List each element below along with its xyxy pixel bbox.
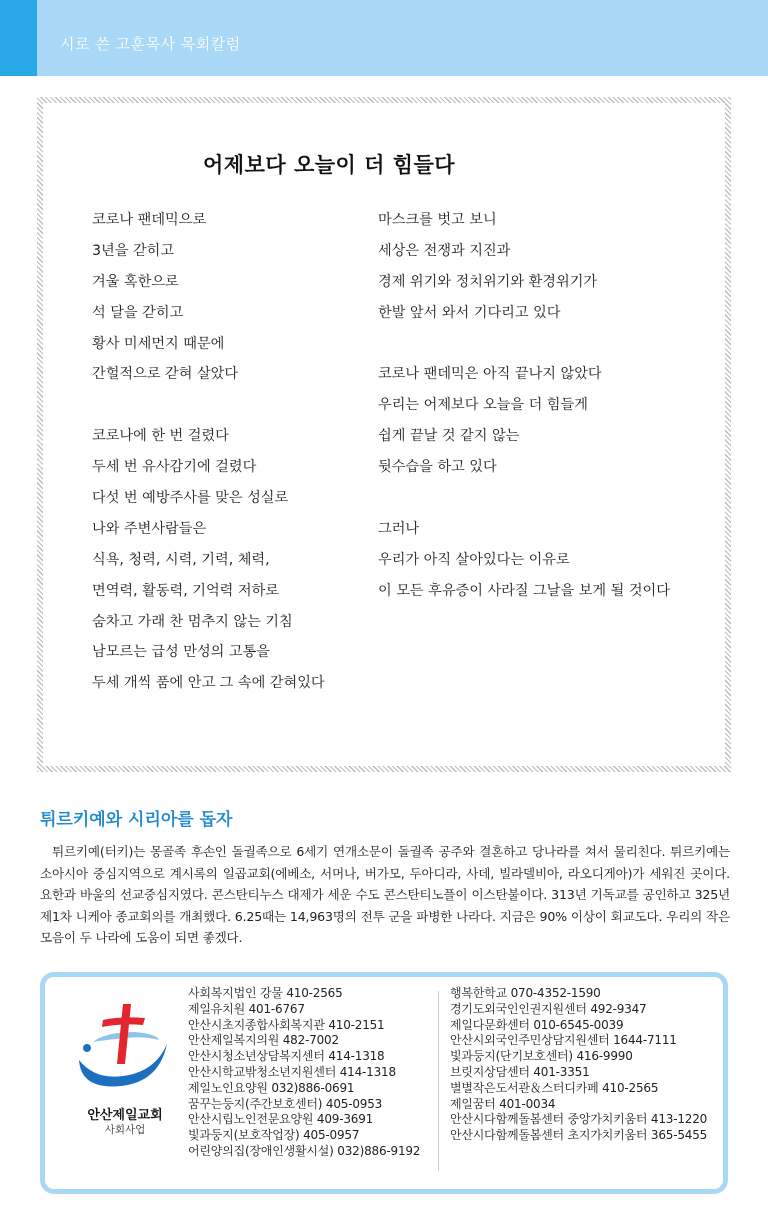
contact-line: 안산시립노인전문요양원 409-3691 xyxy=(188,1112,374,1127)
contact-line: 안산시학교밖청소년지원센터 414-1318 xyxy=(188,1064,396,1079)
contact-line: 안산시다함께돌봄센터 중앙가치키움터 413-1220 xyxy=(450,1112,708,1127)
poem-line: 그러나 xyxy=(378,520,420,537)
poem-line: 마스크를 벗고 보니 xyxy=(378,212,497,228)
contact-line: 경기도외국인인권지원센터 492-9347 xyxy=(450,1001,647,1016)
contact-line: 안산시외국인주민상담지원센터 1644-7111 xyxy=(450,1033,677,1048)
contact-line: 빛과둥지(단기보호센터) 416-9990 xyxy=(450,1049,633,1064)
poem-line: 뒷수습을 하고 있다 xyxy=(378,459,497,476)
contact-line: 안산시청소년상담복지센터 414-1318 xyxy=(188,1049,385,1064)
poem-line: 경제 위기와 정치위기와 환경위기가 xyxy=(378,273,598,290)
poem-line: 간헐적으로 갇혀 살았다 xyxy=(92,366,239,383)
church-department: 사회사업 xyxy=(104,1124,146,1136)
poem-line: 코로나에 한 번 걸렸다 xyxy=(92,428,229,445)
poem-line: 남모르는 급성 만성의 고통을 xyxy=(92,644,270,661)
contact-line: 행복한학교 070-4352-1590 xyxy=(450,986,601,1000)
contact-line: 빛과둥지(보호작업장) 405-0957 xyxy=(188,1128,360,1143)
poem-line xyxy=(92,395,325,426)
poem-right-column xyxy=(378,210,670,612)
article-body: 튀르키예(터키)는 몽골족 후손인 돌궐족으로 6세기 연개소문이 돌궐족 공주와 결혼하고 당나라를 쳐서 물리친다. 튀르키예는 소아시아 중심지역으로 계시록의 일곱교회(에베소, 서머나, 버가모, 두아디라, 사데, 빌라델비아, 라오디게아)가 세워진 곳이다. 요한과 바울의 선교중심지였다. 콘스탄티누스 대제가 세운 수도 콘스탄티노플이 이스탄불이다. 313년 기독교를 공인하고 325년 제1차 니케아 종교회의를 개최했다. 6.25때는 14,963명의 전투 군을 파병한 나라다. 지금은 90% 이상이 회교도다. 우리의 작은 모음이 두 나라에 도움이 되면 좋겠다. xyxy=(40,844,730,946)
poem-line: 두세 개씩 품에 안고 그 속에 갇혀있다 xyxy=(92,675,325,692)
poem-frame xyxy=(37,97,731,772)
poem-line xyxy=(378,334,670,365)
poem-line: 우리는 어제보다 오늘을 더 힘들게 xyxy=(378,397,588,414)
contact-line: 제일꿈터 401-0034 xyxy=(450,1096,556,1111)
contact-line: 안산제일복지의원 482-7002 xyxy=(188,1033,339,1048)
contact-list-left xyxy=(188,986,420,1160)
poem-line: 식욕, 청력, 시력, 기력, 체력, xyxy=(92,551,270,568)
poem-line: 코로나 팬데믹으로 xyxy=(92,212,207,228)
contact-line: 브릿지상담센터 401-3351 xyxy=(450,1064,590,1079)
poem-line: 세상은 전쟁과 지진과 xyxy=(378,242,511,259)
poem-line: 석 달을 갇히고 xyxy=(92,304,184,321)
church-name: 안산제일교회 xyxy=(87,1108,163,1123)
info-box xyxy=(40,972,728,1194)
poem-line: 이 모든 후유증이 사라질 그날을 보게 될 것이다 xyxy=(378,582,670,599)
contact-list-right xyxy=(450,986,707,1144)
contact-line: 안산시초지종합사회복지관 410-2151 xyxy=(188,1017,385,1032)
contact-line: 제일다문화센터 010-6545-0039 xyxy=(450,1017,624,1032)
header-accent xyxy=(0,0,37,76)
contact-line: 안산시다함께돌봄센터 초지가치키움터 365-5455 xyxy=(450,1128,708,1143)
poem-line: 다섯 번 예방주사를 맞은 성실로 xyxy=(92,490,289,507)
contact-line: 사회복지법인 강물 410-2565 xyxy=(188,986,343,1000)
poem-line: 코로나 팬데믹은 아직 끝나지 않았다 xyxy=(378,366,602,383)
column-divider xyxy=(438,991,439,1171)
poem-left-column xyxy=(92,210,325,704)
church-logo-icon xyxy=(75,1002,170,1094)
poem-line: 우리가 아직 살아있다는 이유로 xyxy=(378,551,570,568)
poem-line: 나와 주변사람들은 xyxy=(92,520,207,537)
poem-line: 두세 번 유사감기에 걸렸다 xyxy=(92,459,257,476)
contact-line: 꿈꾸는둥지(주간보호센터) 405-0953 xyxy=(188,1096,383,1111)
poem-line: 숨차고 가래 찬 멈추지 않는 기침 xyxy=(92,613,293,630)
contact-line: 제일노인요양원 032)886-0691 xyxy=(188,1080,355,1095)
logo-ring-text: ANSAN JEIL CHURCH xyxy=(88,1048,159,1076)
poem-line: 황사 미세먼지 때문에 xyxy=(92,335,225,352)
poem-title: 어제보다 오늘이 더 힘들다 xyxy=(203,153,456,177)
contact-line: 제일유치원 401-6767 xyxy=(188,1001,305,1016)
contact-line: 별별작은도서관＆스터디카페 410-2565 xyxy=(450,1080,659,1095)
poem-line: 쉽게 끝날 것 같지 않는 xyxy=(378,428,520,445)
contact-line: 어린양의집(장애인생활시설) 032)886-9192 xyxy=(188,1143,421,1158)
church-logo xyxy=(75,1002,170,1094)
column-series-title: 시로 쓴 고훈목사 목회칼럼 xyxy=(60,35,241,53)
poem-line: 겨울 혹한으로 xyxy=(92,273,179,290)
poem-line xyxy=(378,488,670,519)
poem-line: 3년을 갇히고 xyxy=(92,242,175,259)
poem-line: 한발 앞서 와서 기다리고 있다 xyxy=(378,304,561,321)
article-heading: 튀르키예와 시리아를 돕자 xyxy=(40,810,233,830)
poem-line: 면역력, 활동력, 기억력 저하로 xyxy=(92,582,280,599)
